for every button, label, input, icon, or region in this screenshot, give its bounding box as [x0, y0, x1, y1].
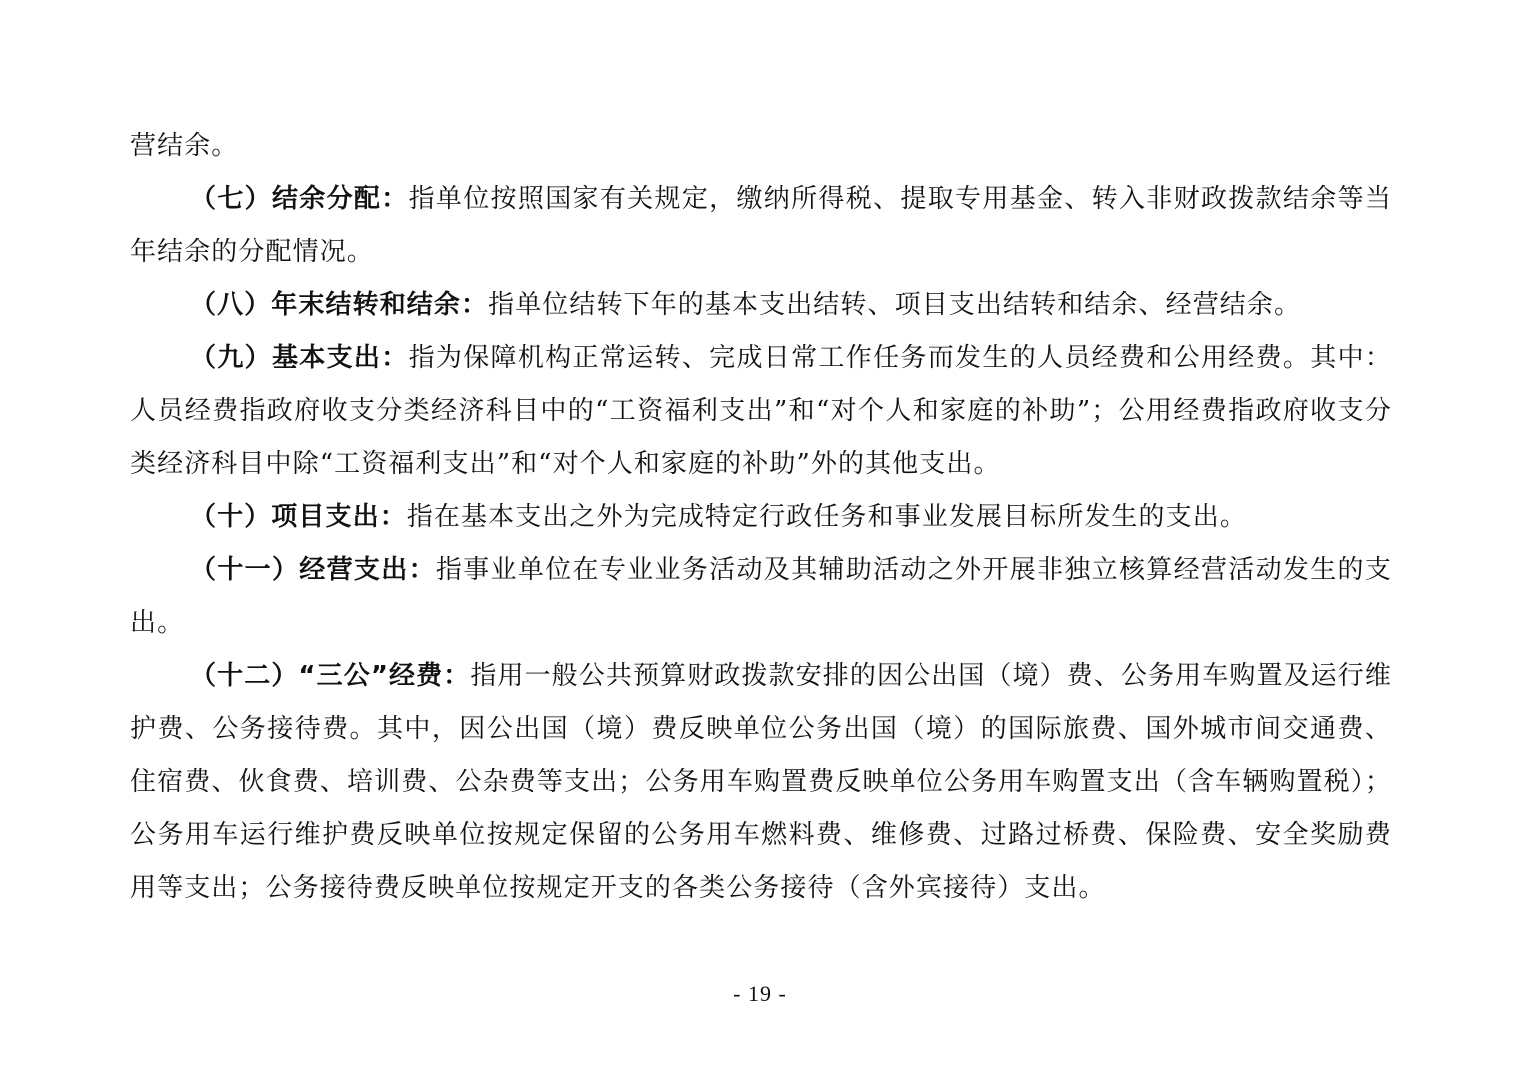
- definition-term: （八）年末结转和结余：: [190, 290, 489, 320]
- definition-surplus-distribution: [130, 173, 1392, 279]
- definition-term: （十）项目支出：: [190, 502, 407, 532]
- definition-term: （九）基本支出：: [190, 343, 409, 373]
- definition-text: 指事业单位在专业业务活动及其辅助活动之外开展非独立核算经营活动发生的支出。: [130, 555, 1392, 638]
- definition-term: （七）结余分配：: [190, 184, 409, 214]
- definition-basic-expenditure: [130, 332, 1392, 491]
- document-body: [130, 120, 1392, 915]
- definition-term: （十二）“三公”经费：: [190, 661, 471, 691]
- definition-operating-expenditure: [130, 544, 1392, 650]
- definition-year-end-carryover: [130, 279, 1392, 332]
- definition-three-public-expenses: [130, 650, 1392, 915]
- definition-text: 指为保障机构正常运转、完成日常工作任务而发生的人员经费和公用经费。其中：人员经费指政府收支分类经济科目中的“工资福利支出”和“对个人和家庭的补助”；公用经费指政府收支分类经济科目中除“工资福利支出”和“对个人和家庭的补助”外的其他支出。: [130, 343, 1392, 479]
- definition-text: 指用一般公共预算财政拨款安排的因公出国（境）费、公务用车购置及运行维护费、公务接待费。其中，因公出国（境）费反映单位公务出国（境）的国际旅费、国外城市间交通费、住宿费、伙食费、培训费、公杂费等支出；公务用车购置费反映单位公务用车购置支出（含车辆购置税）；公务用车运行维护费反映单位按规定保留的公务用车燃料费、维修费、过路过桥费、保险费、安全奖励费用等支出；公务接待费反映单位按规定开支的各类公务接待（含外宾接待）支出。: [130, 661, 1392, 903]
- definition-text: 指单位按照国家有关规定，缴纳所得税、提取专用基金、转入非财政拨款结余等当年结余的分配情况。: [130, 184, 1392, 267]
- continuation-text: 营结余。: [130, 131, 239, 161]
- definition-text: 指单位结转下年的基本支出结转、项目支出结转和结余、经营结余。: [488, 290, 1302, 320]
- definition-text: 指在基本支出之外为完成特定行政任务和事业发展目标所发生的支出。: [406, 502, 1247, 532]
- definition-project-expenditure: [130, 491, 1392, 544]
- definition-term: （十一）经营支出：: [190, 555, 436, 585]
- page-number: - 19 -: [733, 981, 787, 1006]
